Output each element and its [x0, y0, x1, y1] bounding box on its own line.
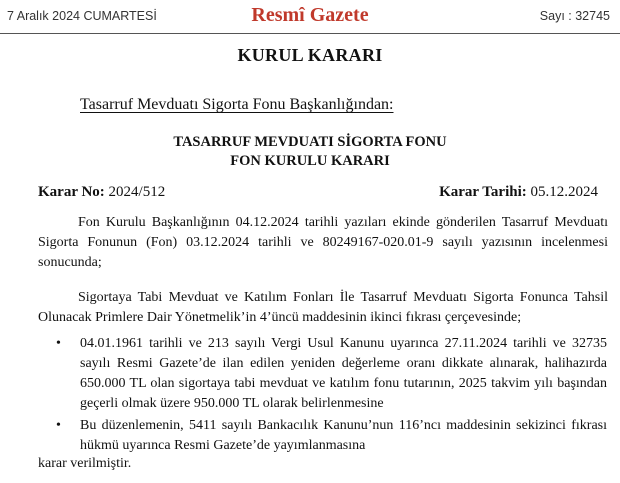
decision-date-label: Karar Tarihi: — [439, 184, 527, 200]
issuing-authority: Tasarruf Mevduatı Sigorta Fonu Başkanlığından: — [80, 96, 394, 113]
bullet-item-1: 04.01.1961 tarihli ve 213 sayılı Vergi Usul Kanunu uyarınca 27.11.2024 tarihli ve 32735 sayılı Resmi Gazete’de ilan edilen yeniden değerleme oranı dikkate alınarak, halihazırda 650.000 TL olan sigortaya tabi mevduat ve katılım fonu tutarının, 2025 takvim yılı başından geçerli olmak üzere 950.000 TL olarak belirlenmesine — [80, 336, 607, 411]
issue-number: Sayı : 32745 — [539, 9, 610, 23]
subtitle-line-1: TASARRUF MEVDUATI SİGORTA FONU — [173, 134, 447, 150]
bullet-icon: • — [56, 418, 61, 433]
decision-number-value: 2024/512 — [108, 184, 166, 200]
newspaper-title: Resmî Gazete — [251, 4, 369, 26]
closing-statement: karar verilmiştir. — [38, 456, 132, 471]
publication-date: 7 Aralık 2024 CUMARTESİ — [7, 9, 157, 23]
header-divider — [0, 33, 620, 34]
bullet-item-2: Bu düzenlemenin, 5411 sayılı Bankacılık Kanunu’nun 116’ncı maddesinin sekizinci fıkrası hükmü uyarınca Resmi Gazete’de yayımlanmasına — [80, 418, 607, 453]
subtitle-line-2: FON KURULU KARARI — [230, 153, 390, 169]
document-title: KURUL KARARI — [237, 45, 383, 65]
bullet-icon: • — [56, 336, 61, 351]
decision-date — [439, 184, 598, 201]
paragraph-2: Sigortaya Tabi Mevduat ve Katılım Fonları İle Tasarruf Mevduatı Sigorta Fonunca Tahsil Olunacak Primlere Dair Yönetmelik’in 4’üncü maddesinin ikinci fıkrası çerçevesinde; — [38, 290, 608, 325]
decision-number-label: Karar No: — [38, 184, 105, 200]
decision-date-value: 05.12.2024 — [530, 184, 598, 200]
gazette-header — [0, 0, 620, 34]
paragraph-1: Fon Kurulu Başkanlığının 04.12.2024 tarihli yazıları ekinde gönderilen Tasarruf Mevduatı Sigorta Fonunun (Fon) 03.12.2024 tarihli ve 80249167-020.01-9 sayılı yazısının incelenmesi sonucunda; — [38, 215, 608, 270]
decision-number — [38, 184, 165, 201]
